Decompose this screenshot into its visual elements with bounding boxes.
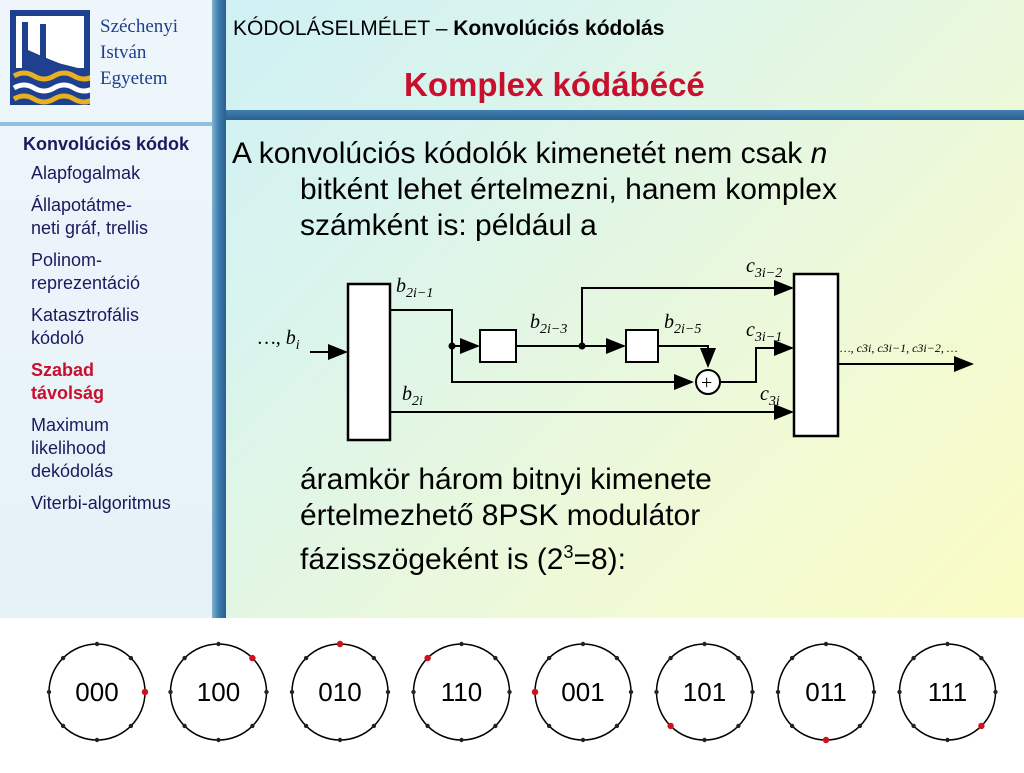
- constellation-000: [47, 642, 148, 742]
- adder-symbol: +: [701, 372, 713, 394]
- constellation-point: [790, 724, 794, 728]
- constellation-point: [507, 690, 511, 694]
- label-c3i-1: $c_{3i-1}$: [746, 319, 783, 345]
- university-name: [100, 14, 210, 92]
- constellation-point: [979, 656, 983, 660]
- constellation-label: 111: [927, 677, 968, 707]
- nav-item-maximum-likelihood[interactable]: Maximum likelihood dekódolás: [31, 415, 114, 481]
- label-b2i-1: $b_{2i-1}$: [396, 275, 434, 301]
- constellation-point: [897, 690, 901, 694]
- course-topic: Konvolúciós kódolás: [453, 17, 665, 40]
- constellation-point: [750, 690, 754, 694]
- constellation-point-active: [532, 689, 538, 695]
- para2-text-end: =8):: [573, 543, 626, 576]
- constellation-point: [945, 738, 949, 742]
- constellation-011: [776, 642, 876, 743]
- label-b2i-3: $b_{2i-3}$: [530, 311, 568, 337]
- intro-paragraph: [232, 136, 1002, 244]
- constellation-point: [824, 642, 828, 646]
- constellation-point: [182, 724, 186, 728]
- constellation-label: 001: [561, 677, 605, 707]
- constellation-label: 110: [440, 677, 483, 707]
- nav-item-allapotatmeneti-graf[interactable]: Állapotátme- neti gráf, trellis: [31, 195, 149, 238]
- constellation-point: [615, 656, 619, 660]
- constellation-010: [290, 641, 390, 742]
- constellation-point: [129, 724, 133, 728]
- intro-var: n: [810, 137, 828, 170]
- constellation-point: [736, 724, 740, 728]
- constellation-point-active: [337, 641, 343, 647]
- constellation-label: 010: [318, 677, 362, 707]
- label-c3i-2: $c_{3i-2}$: [746, 255, 783, 281]
- para2-line-3: [300, 534, 1000, 578]
- nav-item-alapfogalmak[interactable]: Alapfogalmak: [31, 163, 141, 183]
- constellation-110: [411, 642, 511, 742]
- constellation-label: 000: [75, 677, 119, 707]
- constellation-point: [386, 690, 390, 694]
- vertical-divider: [212, 0, 226, 618]
- constellation-111: [897, 642, 997, 742]
- nav-item-katasztrofalis[interactable]: Katasztrofális kódoló: [31, 305, 140, 348]
- constellation-point: [911, 724, 915, 728]
- output-label: …, c3i, c3i−1, c3i−2, …: [840, 341, 958, 355]
- constellation-point-active: [823, 737, 829, 743]
- nav-item-szabad-tavolsag[interactable]: Szabad távolság: [31, 360, 105, 403]
- constellation-point: [629, 690, 633, 694]
- constellation-point: [547, 656, 551, 660]
- wire-b2i-1: [390, 310, 452, 346]
- constellation-point: [216, 738, 220, 742]
- constellation-point-active: [424, 655, 430, 661]
- constellation-point: [493, 656, 497, 660]
- constellation-label: 101: [682, 677, 727, 707]
- constellation-point: [304, 656, 308, 660]
- constellation-point: [615, 724, 619, 728]
- constellation-point: [411, 690, 415, 694]
- delay-register-2: [626, 330, 658, 362]
- constellation-point: [872, 690, 876, 694]
- constellation-label: 100: [196, 677, 241, 707]
- constellation-point-active: [249, 655, 255, 661]
- constellation-001: [532, 642, 633, 742]
- constellation-point: [425, 724, 429, 728]
- label-b2i: $b_{2i}$: [402, 383, 423, 409]
- constellation-point: [736, 656, 740, 660]
- university-name-line: István: [100, 42, 147, 63]
- para2-text: fázisszögeként is (2: [300, 543, 564, 576]
- constellation-point: [216, 642, 220, 646]
- university-name-line: Széchenyi: [100, 16, 179, 37]
- intro-line-2: bitként lehet értelmezni, hanem komplex: [300, 173, 837, 206]
- intro-text: A konvolúciós kódolók kimenetét nem csak: [232, 137, 811, 170]
- constellation-point: [372, 656, 376, 660]
- serial-parallel-converter: [348, 284, 390, 440]
- constellation-row: [0, 620, 1024, 768]
- course-title: [233, 17, 664, 41]
- constellation-point: [250, 724, 254, 728]
- university-logo: [10, 10, 90, 105]
- constellation-point: [47, 690, 51, 694]
- constellation-point: [304, 724, 308, 728]
- constellation-point: [547, 724, 551, 728]
- constellation-point: [129, 656, 133, 660]
- para2-superscript: 3: [563, 542, 574, 562]
- constellation-point: [945, 642, 949, 646]
- constellation-point: [911, 656, 915, 660]
- label-b2i-5: $b_{2i-5}$: [664, 311, 702, 337]
- constellation-point: [993, 690, 997, 694]
- para2-line-2: értelmezhető 8PSK modulátor: [300, 499, 701, 532]
- constellation-100: [168, 642, 268, 742]
- constellation-point-active: [667, 723, 673, 729]
- constellation-point: [790, 656, 794, 660]
- sidebar-nav: [0, 132, 212, 524]
- horizontal-divider: [226, 110, 1024, 120]
- constellation-point: [168, 690, 172, 694]
- wire-to-adder: [658, 346, 708, 366]
- input-label: …, $b_i$: [258, 327, 300, 353]
- constellation-point: [581, 642, 585, 646]
- sidebar-divider: [0, 122, 212, 126]
- constellation-point: [264, 690, 268, 694]
- constellation-point: [581, 738, 585, 742]
- constellation-point: [858, 724, 862, 728]
- constellation-point: [702, 738, 706, 742]
- constellation-diagrams: [0, 620, 1024, 768]
- sidebar: [0, 0, 212, 618]
- nav-heading[interactable]: Konvolúciós kódok: [22, 134, 190, 154]
- constellation-point: [702, 642, 706, 646]
- constellation-point: [459, 738, 463, 742]
- encoder-diagram: [240, 248, 1000, 458]
- constellation-point: [61, 724, 65, 728]
- intro-line-1: [232, 136, 1002, 172]
- university-name-line: Egyetem: [100, 68, 168, 89]
- constellation-point: [459, 642, 463, 646]
- constellation-label: 011: [805, 677, 847, 707]
- constellation-point: [290, 690, 294, 694]
- constellation-point: [61, 656, 65, 660]
- slide-title: Komplex kódábécé: [404, 66, 705, 103]
- para2-line-1: áramkör három bitnyi kimenete: [300, 463, 712, 496]
- label-c3i: $c_{3i}$: [760, 383, 780, 409]
- nav-item-polinom[interactable]: Polinom- reprezentáció: [31, 250, 141, 293]
- constellation-point-active: [142, 689, 148, 695]
- delay-register-1: [480, 330, 516, 362]
- constellation-point: [95, 738, 99, 742]
- course-prefix: KÓDOLÁSELMÉLET –: [233, 17, 454, 40]
- nav-item-viterbi[interactable]: Viterbi-algoritmus: [31, 493, 171, 513]
- constellation-point: [776, 690, 780, 694]
- constellation-point: [372, 724, 376, 728]
- constellation-point: [668, 656, 672, 660]
- constellation-101: [654, 642, 754, 742]
- intro-line-3: számként is: például a: [300, 209, 597, 242]
- wire-c3i-1: [720, 348, 792, 382]
- second-paragraph: [300, 462, 1000, 578]
- parallel-serial-converter: [794, 274, 838, 436]
- constellation-point-active: [978, 723, 984, 729]
- constellation-point: [338, 738, 342, 742]
- constellation-point: [182, 656, 186, 660]
- constellation-point: [654, 690, 658, 694]
- constellation-point: [493, 724, 497, 728]
- constellation-point: [858, 656, 862, 660]
- constellation-point: [95, 642, 99, 646]
